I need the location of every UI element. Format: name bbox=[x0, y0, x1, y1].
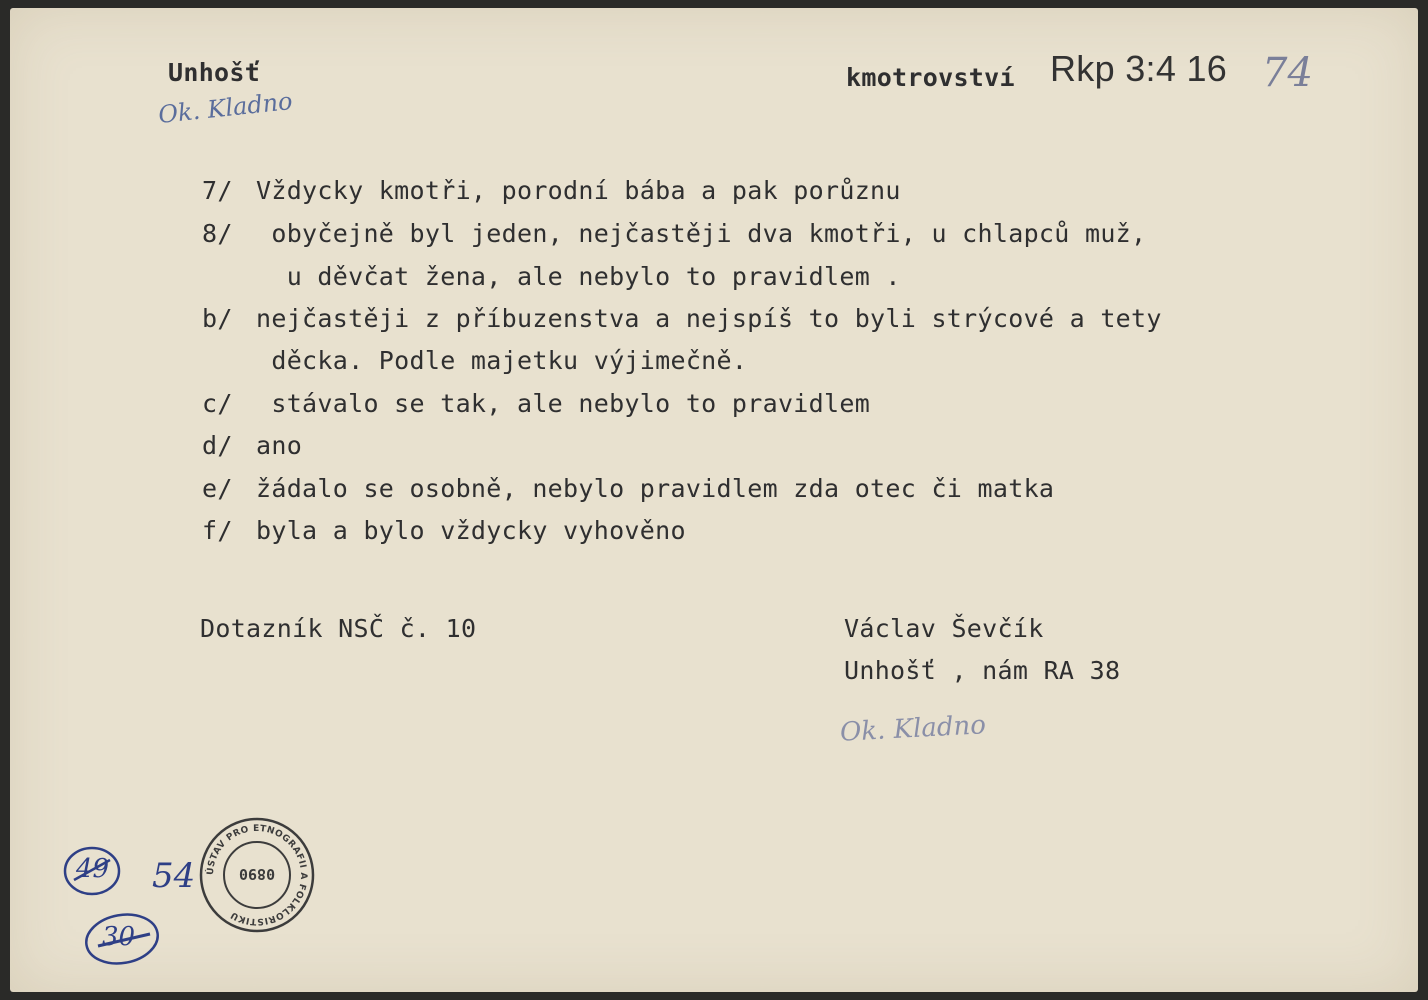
answer-text: stávalo se tak, ale nebylo to pravidlem bbox=[256, 389, 871, 418]
answer-text: u děvčat žena, ale nebylo to pravidlem . bbox=[256, 262, 901, 291]
circled-number-bottom: 30 bbox=[102, 922, 136, 952]
place-name: Unhošť bbox=[168, 58, 261, 87]
rkp-code: Rkp 3:4 16 bbox=[1050, 48, 1228, 89]
answer-text: byla a bylo vždycky vyhověno bbox=[256, 516, 686, 545]
informant-name: Václav Ševčík bbox=[844, 614, 1044, 643]
informant-address: Unhošť , nám RA 38 bbox=[844, 656, 1121, 685]
institution-stamp bbox=[198, 816, 316, 934]
district-note-bottom: Ok. Kladno bbox=[839, 710, 987, 748]
district-note-top: Ok. Kladno bbox=[156, 87, 294, 129]
stamp-seal-icon bbox=[198, 816, 316, 934]
answer-text: žádalo se osobně, nebylo pravidlem zda otec či matka bbox=[256, 474, 1055, 503]
questionnaire-ref: Dotazník NSČ č. 10 bbox=[200, 614, 477, 643]
stamp-ring-text: ÚSTAV PRO ETNOGRAFII A FOLKLORISTIKU bbox=[205, 823, 309, 927]
rkp-pencil-note: 74 bbox=[1262, 50, 1313, 96]
answer-label: e/ bbox=[202, 474, 233, 503]
answer-text: Vždycky kmotři, porodní bába a pak porůznu bbox=[256, 176, 901, 205]
answer-text: nejčastěji z příbuzenstva a nejspíš to byli strýcové a tety bbox=[256, 304, 1162, 333]
circled-number: 49 bbox=[76, 854, 110, 884]
archive-card bbox=[10, 8, 1418, 992]
marginal-number-54: 54 bbox=[152, 856, 196, 896]
stamp-center-number: 0890 bbox=[238, 865, 276, 883]
answer-label: c/ bbox=[202, 389, 233, 418]
topic-label: kmotrovství bbox=[846, 63, 1015, 92]
answer-label: b/ bbox=[202, 304, 233, 333]
answer-label: 7/ bbox=[202, 176, 233, 205]
answer-text: ano bbox=[256, 431, 303, 460]
answer-label: f/ bbox=[202, 516, 233, 545]
answer-label: d/ bbox=[202, 431, 233, 460]
answer-label: 8/ bbox=[202, 219, 233, 248]
answer-text: obyčejně byl jeden, nejčastěji dva kmotři, u chlapců muž, bbox=[256, 219, 1147, 248]
answer-text: děcka. Podle majetku výjimečně. bbox=[256, 346, 748, 375]
